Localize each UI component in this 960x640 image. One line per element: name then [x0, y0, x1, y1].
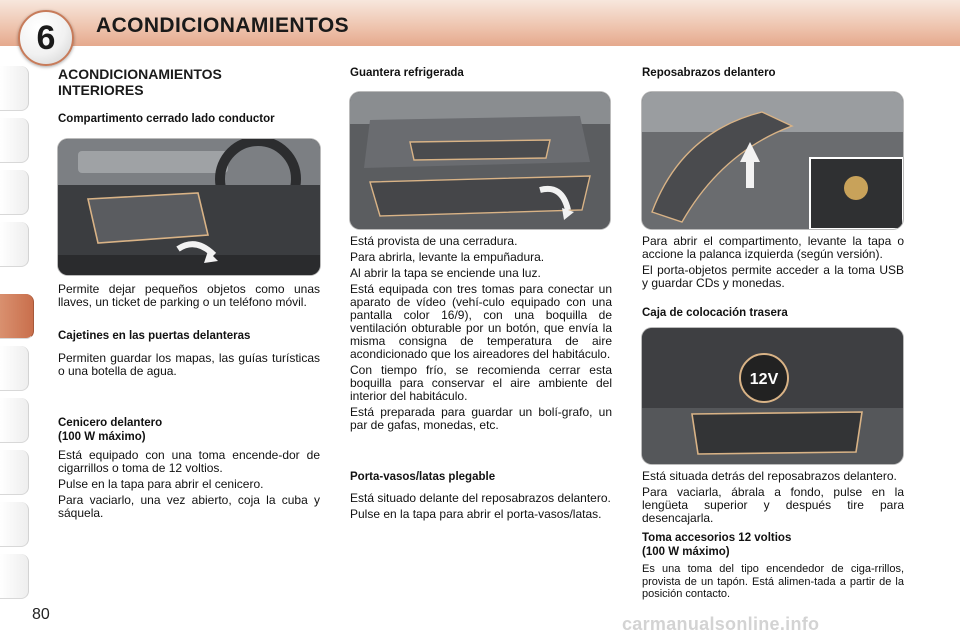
glovebox-photo	[350, 92, 610, 229]
glovebox-text-2: Para abrirla, levante la empuñadura.	[350, 250, 545, 264]
chapter-tab[interactable]	[0, 118, 29, 163]
column-middle	[350, 66, 612, 524]
column-left	[58, 66, 320, 523]
rear-box-text-2: Para vaciarla, ábrala a fondo, pulse en la lengüeta superior y después tire para desencajarla.	[642, 485, 904, 525]
socket-label: 12V	[749, 371, 779, 388]
glovebox-title: Guantera refrigerada	[350, 67, 464, 79]
chapter-number: 6	[36, 18, 56, 57]
watermark: carmanualsonline.info	[622, 614, 820, 634]
chapter-tab[interactable]	[0, 450, 29, 495]
compartment-text: Permite dejar pequeños objetos como unas llaves, un ticket de parking o un teléfono móvil.	[58, 282, 320, 309]
door-pockets-text: Permiten guardar los mapas, las guías turísticas o una botella de agua.	[58, 351, 320, 378]
ashtray-text-2: Pulse en la tapa para abrir el cenicero.	[58, 477, 264, 491]
cupholder-text-1: Está situado delante del reposabrazos delantero.	[350, 491, 611, 505]
chapter-tab[interactable]	[0, 222, 29, 267]
ashtray-text-1: Está equipado con una toma encende-dor de cigarrillos o toma de 12 voltios.	[58, 448, 320, 475]
chapter-tabs	[0, 46, 34, 586]
armrest-photo	[642, 92, 903, 229]
chapter-tab[interactable]	[0, 346, 29, 391]
chapter-tab[interactable]	[0, 66, 29, 111]
chapter-tab[interactable]	[0, 398, 29, 443]
column-right	[642, 66, 904, 604]
page-number: 80	[32, 606, 50, 623]
chapter-tab-active[interactable]	[0, 294, 34, 339]
glovebox-text-6: Está preparada para guardar un bolí-grafo, un par de gafas, monedas, etc.	[350, 405, 612, 432]
ashtray-title: Cenicero delantero (100 W máximo)	[58, 417, 163, 443]
glovebox-text-4: Está equipada con tres tomas para conectar un aparato de vídeo (vehí-culo equipado con una pantalla color 16/9), con una boquilla de ventilación obturable por un botón, que envía la misma consigna de temperatura de aire acondicionado que los aireadores del habitáculo.	[350, 282, 612, 361]
glovebox-text-1: Está provista de una cerradura.	[350, 234, 518, 248]
driver-compartment-photo	[58, 139, 320, 275]
ashtray-text-3: Para vaciarlo, una vez abierto, coja la cuba y sáquela.	[58, 493, 320, 520]
cupholder-title: Porta-vasos/latas plegable	[350, 471, 496, 483]
armrest-title: Reposabrazos delantero	[642, 67, 776, 79]
glovebox-text-3: Al abrir la tapa se enciende una luz.	[350, 266, 541, 280]
chapter-tab[interactable]	[0, 502, 29, 547]
chapter-tab[interactable]	[0, 554, 29, 599]
compartment-title: Compartimento cerrado lado conductor	[58, 113, 275, 125]
cupholder-text-2: Pulse en la tapa para abrir el porta-vasos/latas.	[350, 507, 602, 521]
rear-box-text-1: Está situada detrás del reposabrazos delantero.	[642, 469, 897, 483]
armrest-text-1: Para abrir el compartimento, levante la tapa o accione la palanca izquierda (según versión).	[642, 234, 904, 261]
chapter-tab[interactable]	[0, 170, 29, 215]
rear-box-photo	[642, 328, 903, 464]
armrest-text-2: El porta-objetos permite acceder a la toma USB y guardar CDs y monedas.	[642, 263, 904, 290]
glovebox-text-5: Con tiempo frío, se recomienda cerrar esta boquilla para conservar el aire ambiente del interior del habitáculo.	[350, 363, 612, 403]
section-title: ACONDICIONAMIENTOS INTERIORES	[58, 66, 222, 98]
rear-box-title: Caja de colocación trasera	[642, 307, 788, 319]
door-pockets-title: Cajetines en las puertas delanteras	[58, 330, 251, 342]
page-title: ACONDICIONAMIENTOS	[96, 14, 349, 37]
socket-text: Es una toma del tipo encendedor de ciga-rrillos, provista de un tapón. Está alimen-tada a partir de la posición contacto.	[642, 563, 904, 600]
socket-title: Toma accesorios 12 voltios (100 W máximo)	[642, 532, 792, 558]
